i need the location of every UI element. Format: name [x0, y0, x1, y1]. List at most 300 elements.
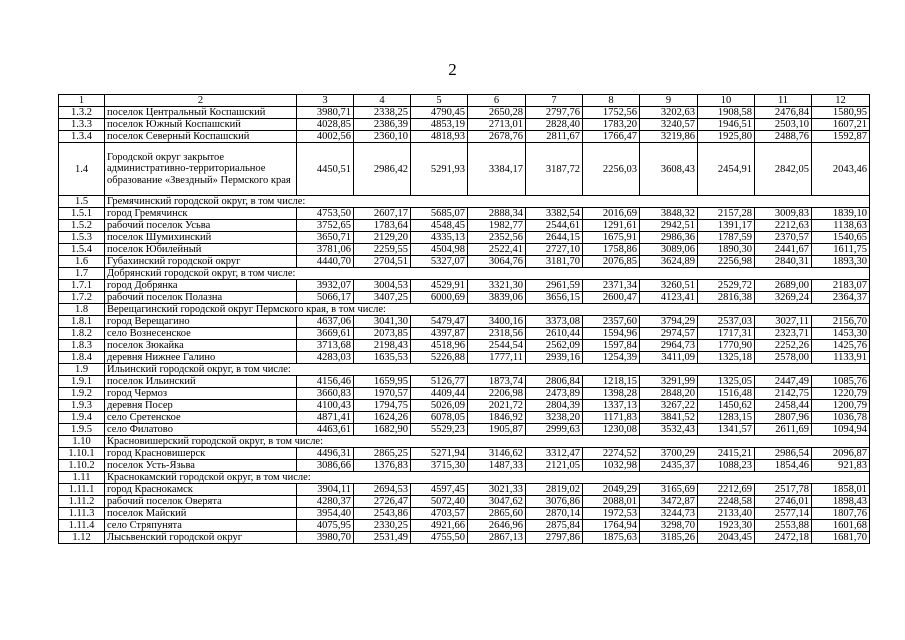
value-cell: 2076,85	[583, 256, 640, 268]
value-cell: 2133,40	[698, 508, 755, 520]
value-cell: 2454,91	[698, 143, 755, 196]
value-cell: 3715,30	[411, 460, 468, 472]
value-cell: 3904,11	[297, 484, 354, 496]
value-cell: 2961,59	[526, 280, 583, 292]
table-row	[59, 280, 870, 292]
value-cell: 1592,87	[812, 131, 870, 143]
header-cell: 2	[105, 95, 297, 107]
value-cell: 1171,83	[583, 412, 640, 424]
value-cell: 1752,56	[583, 107, 640, 119]
row-name: село Филатово	[105, 424, 297, 436]
value-cell: 2352,56	[468, 232, 526, 244]
row-code: 1.3.2	[59, 107, 105, 119]
value-cell: 2865,60	[468, 508, 526, 520]
section-row	[59, 364, 870, 376]
table-row	[59, 244, 870, 256]
value-cell: 3660,83	[297, 388, 354, 400]
section-row	[59, 268, 870, 280]
value-cell: 2529,72	[698, 280, 755, 292]
header-cell: 12	[812, 95, 870, 107]
value-cell: 4637,06	[297, 316, 354, 328]
table-row	[59, 328, 870, 340]
value-cell: 2797,76	[526, 107, 583, 119]
value-cell: 2043,45	[698, 532, 755, 544]
section-title: Гремячинский городской округ, в том числе:	[105, 196, 870, 208]
value-cell: 3219,86	[640, 131, 698, 143]
value-cell: 2816,38	[698, 292, 755, 304]
table-row	[59, 256, 870, 268]
value-cell: 3009,83	[755, 208, 812, 220]
row-code: 1.9.4	[59, 412, 105, 424]
value-cell: 2727,10	[526, 244, 583, 256]
value-cell: 1218,15	[583, 376, 640, 388]
row-name: город Верещагино	[105, 316, 297, 328]
table-row	[59, 316, 870, 328]
row-name: деревня Нижнее Галино	[105, 352, 297, 364]
data-table	[58, 94, 870, 544]
value-cell: 3752,65	[297, 220, 354, 232]
table-row	[59, 208, 870, 220]
value-cell: 1516,48	[698, 388, 755, 400]
value-cell: 2888,34	[468, 208, 526, 220]
value-cell: 2142,75	[755, 388, 812, 400]
row-code: 1.4	[59, 143, 105, 196]
value-cell: 2804,39	[526, 400, 583, 412]
value-cell: 2121,05	[526, 460, 583, 472]
value-cell: 2248,58	[698, 496, 755, 508]
value-cell: 2156,70	[812, 316, 870, 328]
value-cell: 2441,67	[755, 244, 812, 256]
value-cell: 2212,63	[755, 220, 812, 232]
value-cell: 3382,54	[526, 208, 583, 220]
value-cell: 3260,51	[640, 280, 698, 292]
value-cell: 2338,25	[354, 107, 411, 119]
value-cell: 1283,15	[698, 412, 755, 424]
row-code: 1.10.2	[59, 460, 105, 472]
value-cell: 3407,25	[354, 292, 411, 304]
value-cell: 3185,26	[640, 532, 698, 544]
value-cell: 1908,58	[698, 107, 755, 119]
value-cell: 3841,52	[640, 412, 698, 424]
value-cell: 1946,51	[698, 119, 755, 131]
value-cell: 3298,70	[640, 520, 698, 532]
row-code: 1.6	[59, 256, 105, 268]
header-cell: 10	[698, 95, 755, 107]
value-cell: 2544,54	[468, 340, 526, 352]
value-cell: 3089,06	[640, 244, 698, 256]
section-title: Краснокамский городской округ, в том числе:	[105, 472, 870, 484]
value-cell: 2870,14	[526, 508, 583, 520]
row-code: 1.11.2	[59, 496, 105, 508]
value-cell: 1764,94	[583, 520, 640, 532]
section-row	[59, 196, 870, 208]
value-cell: 4450,51	[297, 143, 354, 196]
row-code: 1.8.2	[59, 328, 105, 340]
table-row	[59, 352, 870, 364]
row-code: 1.7	[59, 268, 105, 280]
value-cell: 4100,43	[297, 400, 354, 412]
value-cell: 2578,00	[755, 352, 812, 364]
value-cell: 3532,43	[640, 424, 698, 436]
value-cell: 1777,11	[468, 352, 526, 364]
value-cell: 2607,17	[354, 208, 411, 220]
row-name: поселок Усть-Язьва	[105, 460, 297, 472]
value-cell: 2357,60	[583, 316, 640, 328]
row-name: Губахинский городской округ	[105, 256, 297, 268]
value-cell: 2458,44	[755, 400, 812, 412]
value-cell: 2986,42	[354, 143, 411, 196]
value-cell: 1758,86	[583, 244, 640, 256]
value-cell: 3781,06	[297, 244, 354, 256]
value-cell: 3027,11	[755, 316, 812, 328]
row-code: 1.7.2	[59, 292, 105, 304]
section-row	[59, 304, 870, 316]
value-cell: 2259,55	[354, 244, 411, 256]
header-cell: 6	[468, 95, 526, 107]
value-cell: 1717,31	[698, 328, 755, 340]
value-cell: 1611,75	[812, 244, 870, 256]
value-cell: 4496,31	[297, 448, 354, 460]
value-cell: 1036,78	[812, 412, 870, 424]
value-cell: 4518,96	[411, 340, 468, 352]
value-cell: 2610,44	[526, 328, 583, 340]
value-cell: 1254,39	[583, 352, 640, 364]
table-row	[59, 412, 870, 424]
table-row	[59, 532, 870, 544]
value-cell: 3839,06	[468, 292, 526, 304]
row-name: село Сретенское	[105, 412, 297, 424]
value-cell: 1794,75	[354, 400, 411, 412]
value-cell: 4463,61	[297, 424, 354, 436]
value-cell: 2544,61	[526, 220, 583, 232]
row-name: поселок Зюкайка	[105, 340, 297, 352]
value-cell: 5479,47	[411, 316, 468, 328]
value-cell: 1766,47	[583, 131, 640, 143]
value-cell: 1675,91	[583, 232, 640, 244]
row-code: 1.8.3	[59, 340, 105, 352]
value-cell: 1607,21	[812, 119, 870, 131]
section-row	[59, 472, 870, 484]
row-name: поселок Ильинский	[105, 376, 297, 388]
value-cell: 2875,84	[526, 520, 583, 532]
value-cell: 3312,47	[526, 448, 583, 460]
value-cell: 1325,05	[698, 376, 755, 388]
value-cell: 4002,56	[297, 131, 354, 143]
row-code: 1.8	[59, 304, 105, 316]
value-cell: 3267,22	[640, 400, 698, 412]
row-name: поселок Юбилейный	[105, 244, 297, 256]
table-row	[59, 424, 870, 436]
value-cell: 3373,08	[526, 316, 583, 328]
value-cell: 1398,28	[583, 388, 640, 400]
value-cell: 1291,61	[583, 220, 640, 232]
value-cell: 3932,07	[297, 280, 354, 292]
row-name: село Стряпунята	[105, 520, 297, 532]
header-cell: 5	[411, 95, 468, 107]
value-cell: 3400,16	[468, 316, 526, 328]
value-cell: 2252,26	[755, 340, 812, 352]
value-cell: 2415,21	[698, 448, 755, 460]
value-cell: 2600,47	[583, 292, 640, 304]
value-cell: 3041,30	[354, 316, 411, 328]
value-cell: 3700,29	[640, 448, 698, 460]
value-cell: 1873,74	[468, 376, 526, 388]
value-cell: 3608,43	[640, 143, 698, 196]
value-cell: 5271,94	[411, 448, 468, 460]
value-cell: 2694,53	[354, 484, 411, 496]
value-cell: 1893,30	[812, 256, 870, 268]
value-cell: 3146,62	[468, 448, 526, 460]
row-code: 1.10.1	[59, 448, 105, 460]
value-cell: 3202,63	[640, 107, 698, 119]
table-body	[59, 95, 870, 544]
value-cell: 2974,57	[640, 328, 698, 340]
row-name: поселок Шумихинский	[105, 232, 297, 244]
value-cell: 2942,51	[640, 220, 698, 232]
value-cell: 5026,09	[411, 400, 468, 412]
value-cell: 2577,14	[755, 508, 812, 520]
row-code: 1.9.5	[59, 424, 105, 436]
value-cell: 2435,37	[640, 460, 698, 472]
row-code: 1.8.4	[59, 352, 105, 364]
row-code: 1.11.3	[59, 508, 105, 520]
value-cell: 4548,45	[411, 220, 468, 232]
value-cell: 3076,86	[526, 496, 583, 508]
value-cell: 1580,95	[812, 107, 870, 119]
row-name: город Гремячинск	[105, 208, 297, 220]
header-cell: 4	[354, 95, 411, 107]
row-name: Лысьвенский городской округ	[105, 532, 297, 544]
value-cell: 4335,13	[411, 232, 468, 244]
value-cell: 3047,62	[468, 496, 526, 508]
value-cell: 1770,90	[698, 340, 755, 352]
value-cell: 2129,20	[354, 232, 411, 244]
value-cell: 1032,98	[583, 460, 640, 472]
table-header-row	[59, 95, 870, 107]
table-row	[59, 496, 870, 508]
value-cell: 1682,90	[354, 424, 411, 436]
value-cell: 2476,84	[755, 107, 812, 119]
value-cell: 4156,46	[297, 376, 354, 388]
value-cell: 3165,69	[640, 484, 698, 496]
value-cell: 1923,30	[698, 520, 755, 532]
section-title: Добрянский городской округ, в том числе:	[105, 268, 870, 280]
value-cell: 3187,72	[526, 143, 583, 196]
value-cell: 6078,05	[411, 412, 468, 424]
row-code: 1.7.1	[59, 280, 105, 292]
value-cell: 1220,79	[812, 388, 870, 400]
value-cell: 2543,86	[354, 508, 411, 520]
value-cell: 2986,54	[755, 448, 812, 460]
row-name: город Чермоз	[105, 388, 297, 400]
value-cell: 4529,91	[411, 280, 468, 292]
row-name: поселок Центральный Коспашский	[105, 107, 297, 119]
value-cell: 4280,37	[297, 496, 354, 508]
table-row	[59, 376, 870, 388]
row-name: рабочий поселок Полазна	[105, 292, 297, 304]
value-cell: 5072,40	[411, 496, 468, 508]
table-row	[59, 388, 870, 400]
value-cell: 2073,85	[354, 328, 411, 340]
value-cell: 3321,30	[468, 280, 526, 292]
value-cell: 2274,52	[583, 448, 640, 460]
value-cell: 1839,10	[812, 208, 870, 220]
value-cell: 2986,36	[640, 232, 698, 244]
value-cell: 1450,62	[698, 400, 755, 412]
value-cell: 2364,37	[812, 292, 870, 304]
row-name: поселок Южный Коспашский	[105, 119, 297, 131]
value-cell: 3384,17	[468, 143, 526, 196]
value-cell: 4075,95	[297, 520, 354, 532]
value-cell: 1681,70	[812, 532, 870, 544]
table-row	[59, 508, 870, 520]
value-cell: 2939,16	[526, 352, 583, 364]
value-cell: 2473,89	[526, 388, 583, 400]
value-cell: 2713,01	[468, 119, 526, 131]
value-cell: 2807,96	[755, 412, 812, 424]
value-cell: 4755,50	[411, 532, 468, 544]
value-cell: 2678,76	[468, 131, 526, 143]
row-code: 1.5.2	[59, 220, 105, 232]
value-cell: 1391,17	[698, 220, 755, 232]
value-cell: 1898,43	[812, 496, 870, 508]
value-cell: 3181,70	[526, 256, 583, 268]
header-cell: 3	[297, 95, 354, 107]
value-cell: 5226,88	[411, 352, 468, 364]
row-code: 1.5.1	[59, 208, 105, 220]
value-cell: 1972,53	[583, 508, 640, 520]
table-row	[59, 232, 870, 244]
value-cell: 2689,00	[755, 280, 812, 292]
value-cell: 3848,32	[640, 208, 698, 220]
row-name: поселок Майский	[105, 508, 297, 520]
value-cell: 2726,47	[354, 496, 411, 508]
value-cell: 2370,57	[755, 232, 812, 244]
value-cell: 3021,33	[468, 484, 526, 496]
value-cell: 4504,98	[411, 244, 468, 256]
row-code: 1.5.3	[59, 232, 105, 244]
value-cell: 2360,10	[354, 131, 411, 143]
value-cell: 4409,44	[411, 388, 468, 400]
row-code: 1.9.3	[59, 400, 105, 412]
value-cell: 1425,76	[812, 340, 870, 352]
value-cell: 2537,03	[698, 316, 755, 328]
value-cell: 2318,56	[468, 328, 526, 340]
section-row	[59, 436, 870, 448]
value-cell: 4440,70	[297, 256, 354, 268]
value-cell: 2842,05	[755, 143, 812, 196]
value-cell: 3291,99	[640, 376, 698, 388]
value-cell: 4753,50	[297, 208, 354, 220]
value-cell: 2517,78	[755, 484, 812, 496]
value-cell: 6000,69	[411, 292, 468, 304]
row-name: село Вознесенское	[105, 328, 297, 340]
value-cell: 3669,61	[297, 328, 354, 340]
value-cell: 2021,72	[468, 400, 526, 412]
section-title: Ильинский городской округ, в том числе:	[105, 364, 870, 376]
row-code: 1.3.4	[59, 131, 105, 143]
value-cell: 2848,20	[640, 388, 698, 400]
value-cell: 2819,02	[526, 484, 583, 496]
value-cell: 2256,03	[583, 143, 640, 196]
value-cell: 2371,34	[583, 280, 640, 292]
value-cell: 3794,29	[640, 316, 698, 328]
value-cell: 2488,76	[755, 131, 812, 143]
value-cell: 5529,23	[411, 424, 468, 436]
value-cell: 2646,96	[468, 520, 526, 532]
value-cell: 2447,49	[755, 376, 812, 388]
value-cell: 1854,46	[755, 460, 812, 472]
value-cell: 4871,41	[297, 412, 354, 424]
section-title: Верещагинский городской округ Пермского края, в том числе:	[105, 304, 870, 316]
value-cell: 4028,85	[297, 119, 354, 131]
row-name: поселок Северный Коспашский	[105, 131, 297, 143]
row-code: 1.5	[59, 196, 105, 208]
value-cell: 2611,69	[755, 424, 812, 436]
value-cell: 4597,45	[411, 484, 468, 496]
row-code: 1.9.1	[59, 376, 105, 388]
value-cell: 2865,25	[354, 448, 411, 460]
table-row	[59, 143, 870, 196]
value-cell: 3244,73	[640, 508, 698, 520]
row-code: 1.11.4	[59, 520, 105, 532]
value-cell: 2746,01	[755, 496, 812, 508]
value-cell: 1807,76	[812, 508, 870, 520]
value-cell: 3980,71	[297, 107, 354, 119]
value-cell: 2088,01	[583, 496, 640, 508]
value-cell: 2650,28	[468, 107, 526, 119]
value-cell: 1376,83	[354, 460, 411, 472]
value-cell: 4397,87	[411, 328, 468, 340]
value-cell: 2553,88	[755, 520, 812, 532]
value-cell: 2157,28	[698, 208, 755, 220]
value-cell: 2016,69	[583, 208, 640, 220]
table-row	[59, 220, 870, 232]
header-cell: 8	[583, 95, 640, 107]
header-cell: 7	[526, 95, 583, 107]
row-code: 1.3.3	[59, 119, 105, 131]
value-cell: 2330,25	[354, 520, 411, 532]
page-number: 2	[448, 60, 457, 79]
row-name: деревня Посер	[105, 400, 297, 412]
row-name: рабочий поселок Усьва	[105, 220, 297, 232]
table-row	[59, 292, 870, 304]
value-cell: 2644,15	[526, 232, 583, 244]
value-cell: 1200,79	[812, 400, 870, 412]
value-cell: 1905,87	[468, 424, 526, 436]
value-cell: 2840,31	[755, 256, 812, 268]
value-cell: 1337,13	[583, 400, 640, 412]
value-cell: 1783,20	[583, 119, 640, 131]
value-cell: 4921,66	[411, 520, 468, 532]
value-cell: 1597,84	[583, 340, 640, 352]
table-row	[59, 448, 870, 460]
row-name: город Краснокамск	[105, 484, 297, 496]
value-cell: 4123,41	[640, 292, 698, 304]
row-code: 1.9.2	[59, 388, 105, 400]
value-cell: 1846,92	[468, 412, 526, 424]
value-cell: 3411,09	[640, 352, 698, 364]
row-code: 1.10	[59, 436, 105, 448]
header-cell: 1	[59, 95, 105, 107]
value-cell: 1453,30	[812, 328, 870, 340]
value-cell: 4853,19	[411, 119, 468, 131]
value-cell: 2806,84	[526, 376, 583, 388]
value-cell: 1783,64	[354, 220, 411, 232]
value-cell: 1890,30	[698, 244, 755, 256]
value-cell: 1540,65	[812, 232, 870, 244]
value-cell: 3064,76	[468, 256, 526, 268]
